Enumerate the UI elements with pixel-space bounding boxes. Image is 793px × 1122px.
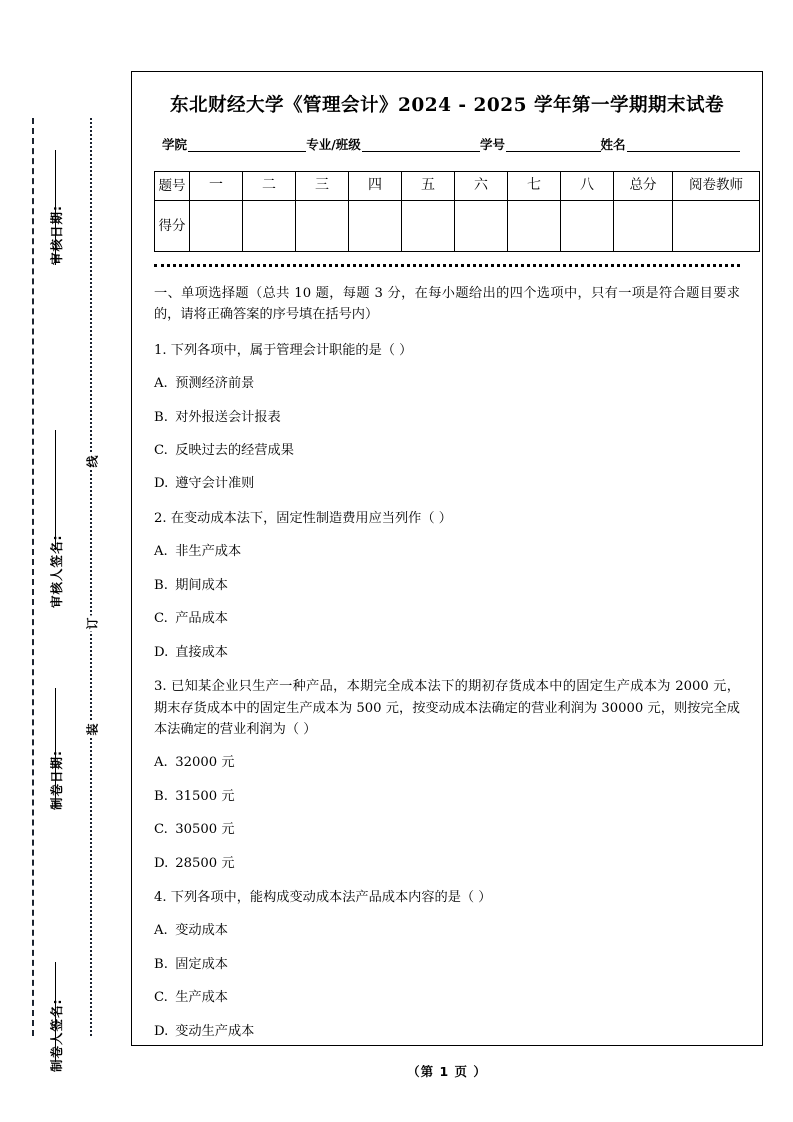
score-table [154, 171, 760, 252]
page-title: 东北财经大学《管理会计》2024 - 2025 学年第一学期期末试卷 [170, 95, 724, 116]
score-cell-3[interactable] [296, 201, 349, 252]
option-letter-1-c: C. [154, 443, 168, 459]
option-4-c[interactable] [154, 988, 740, 1008]
score-cell-5[interactable] [402, 201, 455, 252]
option-text-1-d: 遵守会计准则 [175, 476, 255, 492]
option-text-3-c: 30500 元 [175, 822, 235, 838]
option-letter-4-d: D. [154, 1023, 169, 1039]
question-stem-1 [154, 340, 740, 361]
option-letter-2-a: A. [154, 544, 168, 560]
question-number-3: 3. [154, 679, 167, 695]
section-heading-multiple-choice: 一、单项选择题（总共 10 题，每题 3 分，在每小题给出的四个选项中，只有一项是符合题目要求的，请将正确答案的序号填在括号内） [154, 286, 740, 323]
score-col-8: 八 [561, 172, 614, 201]
option-text-1-c: 反映过去的经营成果 [175, 443, 294, 459]
outer-dashed-rule [32, 118, 34, 1036]
option-text-4-c: 生产成本 [175, 990, 228, 1006]
score-col-1: 一 [190, 172, 243, 201]
option-2-d[interactable] [154, 643, 740, 663]
field-label-major-class: 专业/班级 [306, 137, 361, 152]
option-letter-2-d: D. [154, 644, 169, 660]
score-col-2: 二 [243, 172, 296, 201]
option-letter-3-c: C. [154, 822, 168, 838]
score-cell-teacher[interactable] [673, 201, 760, 252]
option-3-b[interactable] [154, 787, 740, 807]
margin-label-compile-date: 制卷日期: [49, 750, 64, 810]
option-1-a[interactable] [154, 374, 740, 394]
option-text-4-d: 变动生产成本 [175, 1023, 255, 1039]
page-footer: （第 1 页 ） [407, 1064, 487, 1079]
option-letter-1-a: A. [154, 376, 168, 392]
score-cell-6[interactable] [455, 201, 508, 252]
score-cell-8[interactable] [561, 201, 614, 252]
score-col-5: 五 [402, 172, 455, 201]
table-row-question-numbers [155, 172, 760, 201]
field-label-student-id: 学号 [479, 137, 505, 152]
option-1-d[interactable] [154, 474, 740, 494]
score-cell-1[interactable] [190, 201, 243, 252]
option-letter-1-b: B. [154, 409, 168, 425]
score-cell-4[interactable] [349, 201, 402, 252]
binding-glyph-xian: 线 [81, 454, 104, 470]
student-info-line [132, 135, 762, 153]
binding-glyph-zhuang: 装 [81, 722, 104, 738]
exam-body [132, 283, 762, 1042]
option-3-d[interactable] [154, 854, 740, 874]
row-header-score: 得分 [155, 201, 190, 252]
option-letter-3-d: D. [154, 855, 169, 871]
section-separator [154, 264, 740, 267]
option-text-4-a: 变动成本 [175, 923, 228, 939]
score-table-container [154, 171, 743, 252]
option-text-2-a: 非生产成本 [175, 544, 242, 560]
option-letter-4-a: A. [154, 923, 168, 939]
score-col-grading-teacher: 阅卷教师 [673, 172, 760, 201]
field-label-name: 姓名 [600, 137, 626, 152]
option-2-a[interactable] [154, 542, 740, 562]
table-row-scores [155, 201, 760, 252]
margin-label-review-date: 审核日期: [49, 205, 64, 265]
score-col-6: 六 [455, 172, 508, 201]
option-text-2-d: 直接成本 [175, 644, 228, 660]
option-text-4-b: 固定成本 [175, 956, 228, 972]
field-blank-college[interactable] [188, 138, 306, 152]
option-2-c[interactable] [154, 609, 740, 629]
score-cell-7[interactable] [508, 201, 561, 252]
question-stem-3 [154, 676, 740, 740]
score-col-total: 总分 [614, 172, 673, 201]
exam-paper-frame [131, 71, 763, 1046]
question-number-1: 1. [154, 342, 167, 358]
question-text-1: 下列各项中，属于管理会计职能的是（ ） [170, 342, 413, 358]
option-1-c[interactable] [154, 441, 740, 461]
option-letter-1-d: D. [154, 476, 169, 492]
option-letter-2-b: B. [154, 577, 168, 593]
option-text-3-b: 31500 元 [175, 788, 235, 804]
row-header-question-number: 题号 [155, 172, 190, 201]
option-4-a[interactable] [154, 921, 740, 941]
question-text-4: 下列各项中，能构成变动成本法产品成本内容的是（ ） [170, 890, 492, 906]
option-letter-3-b: B. [154, 788, 168, 804]
option-2-b[interactable] [154, 576, 740, 596]
option-text-3-a: 32000 元 [175, 755, 235, 771]
inner-dotted-rule [90, 118, 92, 1036]
score-cell-total[interactable] [614, 201, 673, 252]
option-text-1-a: 预测经济前景 [175, 376, 255, 392]
option-text-2-b: 期间成本 [175, 577, 228, 593]
option-text-1-b: 对外报送会计报表 [175, 409, 281, 425]
score-col-3: 三 [296, 172, 349, 201]
question-text-2: 在变动成本法下，固定性制造费用应当列作（ ） [170, 510, 452, 526]
question-stem-2 [154, 508, 740, 529]
option-3-c[interactable] [154, 820, 740, 840]
option-letter-2-c: C. [154, 611, 168, 627]
question-number-4: 4. [154, 890, 167, 906]
option-1-b[interactable] [154, 408, 740, 428]
question-stem-4 [154, 887, 740, 908]
margin-label-compiler-signature: 制卷人签名: [49, 998, 64, 1072]
margin-label-reviewer-signature: 审核人签名: [49, 534, 64, 608]
margin-divider-2 [55, 430, 56, 550]
option-text-3-d: 28500 元 [175, 855, 235, 871]
option-text-2-c: 产品成本 [175, 611, 228, 627]
question-text-3: 已知某企业只生产一种产品，本期完全成本法下的期初存货成本中的固定生产成本为 2000 元，期末存货成本中的固定生产成本为 500 元，按变动成本法确定的营业利润为 30000 元，则按完全成本法确定的营业利润为（ ） [154, 679, 740, 737]
field-blank-name[interactable] [627, 138, 740, 152]
field-label-college: 学院 [162, 137, 188, 152]
binding-margin [0, 0, 120, 1122]
field-blank-student-id[interactable] [506, 138, 601, 152]
score-cell-2[interactable] [243, 201, 296, 252]
question-number-2: 2. [154, 510, 167, 526]
option-letter-4-c: C. [154, 990, 168, 1006]
score-col-4: 四 [349, 172, 402, 201]
option-4-b[interactable] [154, 955, 740, 975]
field-blank-major-class[interactable] [362, 138, 480, 152]
option-letter-3-a: A. [154, 755, 168, 771]
option-3-a[interactable] [154, 753, 740, 773]
score-col-7: 七 [508, 172, 561, 201]
binding-glyph-ding: 订 [81, 616, 104, 632]
option-4-d[interactable] [154, 1022, 740, 1042]
option-letter-4-b: B. [154, 956, 168, 972]
